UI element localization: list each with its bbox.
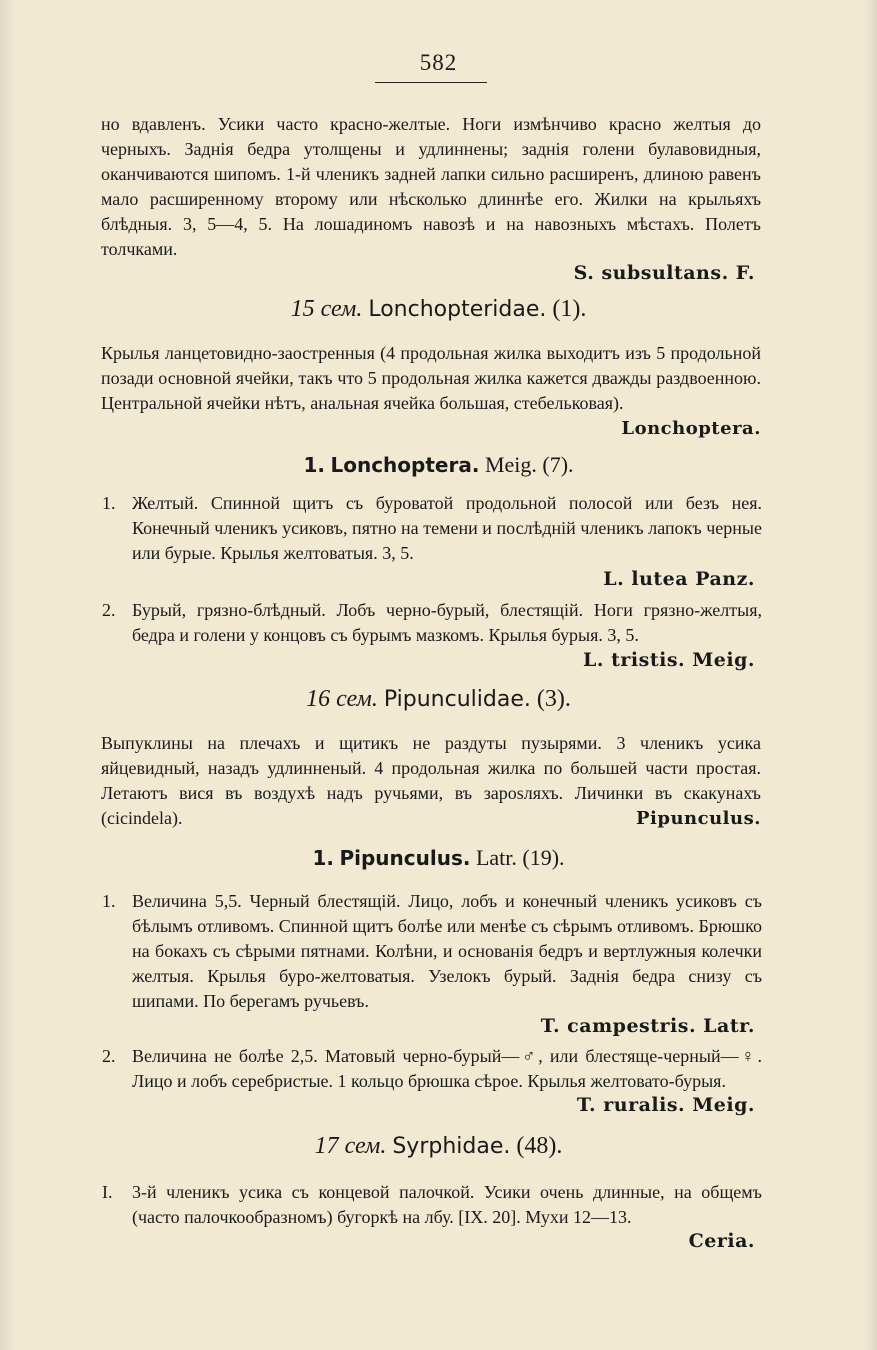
family-heading-17 (0, 1133, 877, 1160)
genus-name: Pipunculus. (339, 846, 471, 870)
genus-author: Latr. (475, 845, 517, 870)
family-count: (3). (536, 686, 571, 712)
family-label: 15 сем. (290, 296, 363, 322)
family-name: Pipunculidae. (383, 687, 531, 712)
genus-ref-pipunculus: Pipunculus. (635, 808, 761, 829)
genus-number: 1. (312, 846, 334, 870)
pipunculus-key-item-2 (102, 1044, 762, 1094)
genus-count: (19). (522, 845, 565, 870)
genus-name: Lonchoptera. (330, 453, 480, 477)
family-heading-16 (0, 686, 877, 713)
family-label: 16 сем. (306, 686, 378, 712)
key-item-text: Величина не болѣе 2,5. Матовый черно-бурый—♂, или блестяще-черный—♀. Лицо и лобъ серебристые. 1 кольцо брюшка сѣрое. Крылья желтовато-бурыя. (132, 1046, 762, 1091)
genus-ref-ceria: Ceria. (688, 1230, 755, 1252)
family-heading-15 (0, 296, 877, 323)
family-count: (48). (516, 1133, 563, 1159)
header-rule (375, 82, 487, 83)
key-item-number: 2. (102, 600, 116, 620)
genus-author: Meig. (484, 452, 537, 477)
key-item-text: Желтый. Спинной щитъ съ буроватой продольной полосой или безъ нея. Конечный членикъ усиковъ, пятно на темени и послѣдній членикъ лапокъ черные или бурые. Крылья желтоватыя. 3, 5. (132, 493, 762, 563)
genus-count: (7). (542, 452, 574, 477)
species-lutea: L. lutea Panz. (603, 568, 755, 590)
genus-ref-lonchoptera: Lonchoptera. (621, 418, 761, 439)
family-15-description (101, 341, 761, 441)
family-16-desc-text: Выпуклины на плечахъ и щитикъ не раздуты пузырями. 3 членикъ усика яйцевидный, назадъ удлинненый. 4 продольная жилка по большей части простая. Летаютъ вися въ воздухѣ надъ ручьями, въ зарosляхъ. Личинки въ скакунахъ (cicindela). (101, 733, 761, 828)
syrphidae-key-item-1 (102, 1180, 762, 1230)
page-number: 582 (419, 50, 458, 75)
key-item-number: 2. (102, 1046, 116, 1066)
species-subsultans: S. subsultans. F. (573, 262, 755, 284)
genus-heading-pipunculus (0, 845, 877, 871)
species-tristis: L. tristis. Meig. (583, 649, 755, 671)
species-ruralis: T. ruralis. Meig. (576, 1094, 755, 1116)
species-campestris: T. campestris. Latr. (540, 1015, 755, 1037)
family-name: Syrphidae. (392, 1134, 511, 1159)
key-item-number: 1. (102, 891, 116, 911)
lonchoptera-key-item-1 (102, 491, 762, 566)
key-item-number: 1. (102, 493, 116, 513)
family-label: 17 сем. (314, 1133, 387, 1159)
family-15-desc-text: Крылья ланцетовидно-заостренныя (4 продольная жилка выходитъ изъ 5 продольной позади основной ячейки, такъ что 5 продольная жилка кажется дважды раздвоенною. Центральной ячейки нѣтъ, анальная ячейка большая, стебельковая). (101, 343, 761, 413)
pipunculus-key-item-1 (102, 889, 762, 1014)
intro-paragraph: но вдавленъ. Усики часто красно-желтые. Ноги измѣнчиво красно желтыя до черныхъ. Заднія бедра утолщены и удлиннены; заднія голени булавовидныя, оканчиваются шипомъ. 1-й членикъ задней лапки сильно расширенъ, длиною равенъ мало расширенному второму или нѣсколько длиннѣе его. Жилки на крыльяхъ блѣдныя. 3, 5—4, 5. На лошадиномъ навозѣ и на навозныхъ мѣстахъ. Полетъ толчками. (101, 114, 761, 259)
key-item-text: Величина 5,5. Черный блестящій. Лицо, лобъ и конечный членикъ усиковъ съ бѣлымъ отливомъ. Спинной щитъ болѣе или менѣе съ сѣрымъ отливомъ. Брюшко на бокахъ съ сѣрыми пятнами. Колѣни, и основанія бедръ и вертлужныя колечки желтыя. Крылья буро-желтоватыя. Узелокъ бурый. Заднія бедра снизу съ шипами. По берегамъ ручьевъ. (132, 891, 762, 1011)
key-item-number: I. (102, 1182, 113, 1202)
family-name: Lonchopteridae. (368, 297, 547, 322)
genus-heading-lonchoptera (0, 452, 877, 478)
key-item-text: Бурый, грязно-блѣдный. Лобъ черно-бурый, блестящій. Ноги грязно-желтыя, бедра и голени у концовъ съ бурымъ мазкомъ. Крылья бурыя. 3, 5. (132, 600, 762, 645)
family-count: (1). (552, 296, 587, 322)
family-16-description (101, 731, 761, 831)
lonchoptera-key-item-2 (102, 598, 762, 648)
key-item-text: 3-й членикъ усика съ концевой палочкой. Усики очень длинные, на общемъ (часто палочкообразномъ) бугоркѣ на лбу. [IX. 20]. Мухи 12—13. (132, 1182, 762, 1227)
genus-number: 1. (303, 453, 325, 477)
